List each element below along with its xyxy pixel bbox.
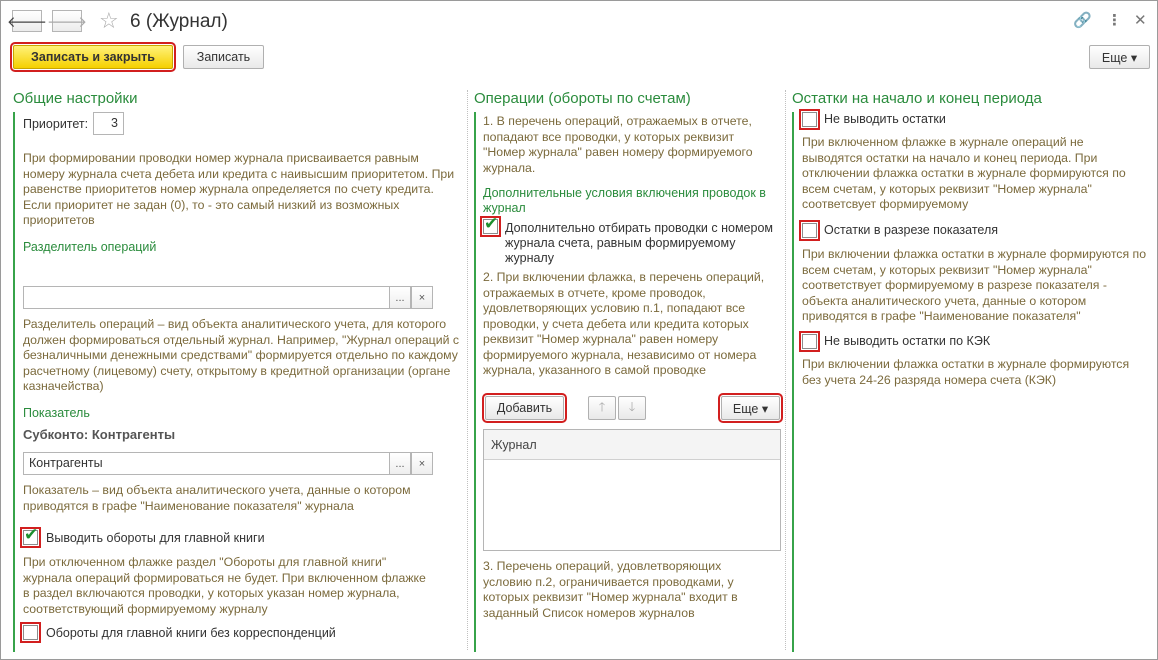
add-button[interactable]: Добавить	[485, 396, 564, 420]
indicator-title: Показатель	[23, 406, 90, 420]
subconto-label: Субконто: Контрагенты	[23, 427, 176, 442]
no-kek-description: При включении флажка остатки в журнале формируются без учета 24-26 разряда номера счета (КЭК)	[802, 357, 1130, 387]
arrow-down-icon: 🡓	[628, 399, 636, 414]
priority-input[interactable]: 3	[93, 112, 124, 135]
section-line	[13, 112, 15, 652]
journals-grid[interactable]	[483, 429, 781, 551]
grid-more-button[interactable]: Еще ▾	[721, 396, 780, 420]
separator-select-button[interactable]: ...	[389, 286, 411, 309]
extra-filter-checkbox[interactable]	[483, 214, 499, 234]
separator-title: Разделитель операций	[23, 240, 157, 254]
separator-clear-button[interactable]	[411, 286, 433, 309]
no-kek-label: Не выводить остатки по КЭК	[824, 334, 991, 348]
clear-icon: ×	[418, 291, 426, 304]
operations-desc-3: 3. Перечень операций, удовлетворяющих условию п.2, ограничивается проводками, у которых реквизит "Номер журнала" входит в заданный Список номеров журналов	[483, 559, 738, 620]
no-balances-label: Не выводить остатки	[824, 112, 946, 126]
section-line	[792, 112, 794, 652]
ledger-no-corr-checkbox[interactable]	[23, 625, 38, 640]
journal-column-header[interactable]: Журнал	[484, 430, 780, 460]
section-line	[474, 112, 476, 652]
arrow-left-icon: 🡐	[6, 13, 48, 31]
ledger-turnovers-checkbox[interactable]	[23, 525, 39, 545]
window-title: 6 (Журнал)	[130, 11, 228, 32]
priority-description: При формировании проводки номер журнала присваивается равным номеру журнала счета дебета или кредита с наивысшим приоритетом. При равенстве приоритетов номер журнала определяется по счету кредита. Если приоритет не задан (0), то - это самый низкий из возможных приоритетов	[23, 151, 455, 227]
save-button[interactable]: Записать	[183, 45, 264, 69]
no-balances-description: При включенном флажке в журнале операций не выводятся остатки на начало и конец периода. При отключении флажка остатки в журнале формируются по всем счетам, у которых реквизит "Номер журнала" соответсвует формируемому	[802, 135, 1126, 211]
by-indicator-description: При включении флажка остатки в журнале формируются по всем счетам, у которых реквизит "Номер журнала" соответствует формируемому в разрезе показателя - объекта аналитического учета, данные о котором приводятся в графе "Наименование показателя"	[802, 247, 1147, 323]
extra-filter-label: Дополнительно отбирать проводки с номером журнала счета, равным формируемому журналу	[505, 221, 774, 265]
favorite-star-icon[interactable]: ☆	[99, 8, 119, 33]
ledger-turnovers-label: Выводить обороты для главной книги	[46, 531, 265, 545]
check-icon: ✔	[484, 214, 499, 233]
operations-desc-1: 1. В перечень операций, отражаемых в отчете, попадают все проводки, у которых реквизит "Номер журнала" равен номеру формируемого журнала.	[483, 114, 753, 175]
extra-conditions-title: Дополнительные условия включения проводок в журнал	[483, 186, 766, 215]
no-balances-checkbox[interactable]	[802, 112, 817, 127]
indicator-description: Показатель – вид объекта аналитического учета, данные о котором приводятся в графе "Наименование показателя" журнала	[23, 483, 411, 513]
column-divider	[785, 90, 786, 650]
close-icon[interactable]: ✕	[1134, 12, 1147, 29]
more-vertical-icon[interactable]: ⋮	[1107, 12, 1122, 29]
move-down-button[interactable]	[618, 396, 646, 420]
separator-description: Разделитель операций – вид объекта аналитического учета, для которого должен формироваться отдельный журнал. Например, "Журнал операций с безналичными денежными средствами" формируется отдельно по каждому расчетному (лицевому) счету, открытому в кредитной организации (органе казначейства)	[23, 317, 460, 393]
ledger-turnovers-description: При отключенном флажке раздел "Обороты для главной книги" журнала операций формироваться не будет. При включенном флажке в раздел включаются проводки, у которых указан номер журнала, соответствующий формируемому журналу	[23, 555, 426, 616]
arrow-right-icon: 🡒	[46, 13, 88, 31]
priority-label: Приоритет:	[23, 117, 89, 131]
separator-input[interactable]	[23, 286, 391, 309]
balances-title: Остатки на начало и конец периода	[792, 90, 1042, 107]
indicator-select-button[interactable]: ...	[389, 452, 411, 475]
by-indicator-checkbox[interactable]	[802, 223, 817, 238]
indicator-clear-button[interactable]	[411, 452, 433, 475]
move-up-button[interactable]	[588, 396, 616, 420]
general-settings-title: Общие настройки	[13, 90, 138, 107]
operations-desc-2: 2. При включении флажка, в перечень операций, отражаемых в отчете, кроме проводок, удовлетворяющих условию п.1, попадают все проводки, у счета дебета или кредита которых реквизит "Номер журнала" равен номеру формируемого журнала, независимо от номера журнала, указанного в самой проводке	[483, 270, 765, 377]
clear-icon: ×	[418, 457, 426, 470]
no-kek-checkbox[interactable]	[802, 334, 817, 349]
more-button[interactable]: Еще ▾	[1089, 45, 1150, 69]
arrow-up-icon: 🡑	[598, 399, 606, 414]
link-icon[interactable]: 🔗	[1073, 12, 1092, 29]
save-and-close-button[interactable]: Записать и закрыть	[13, 45, 173, 69]
operations-title: Операции (обороты по счетам)	[474, 90, 691, 107]
by-indicator-label: Остатки в разрезе показателя	[824, 223, 999, 237]
check-icon: ✔	[24, 525, 39, 544]
back-button[interactable]	[6, 10, 48, 32]
forward-button[interactable]	[46, 10, 88, 32]
ledger-no-corr-label: Обороты для главной книги без корреспонденций	[46, 626, 336, 640]
indicator-input[interactable]: Контрагенты	[23, 452, 391, 475]
